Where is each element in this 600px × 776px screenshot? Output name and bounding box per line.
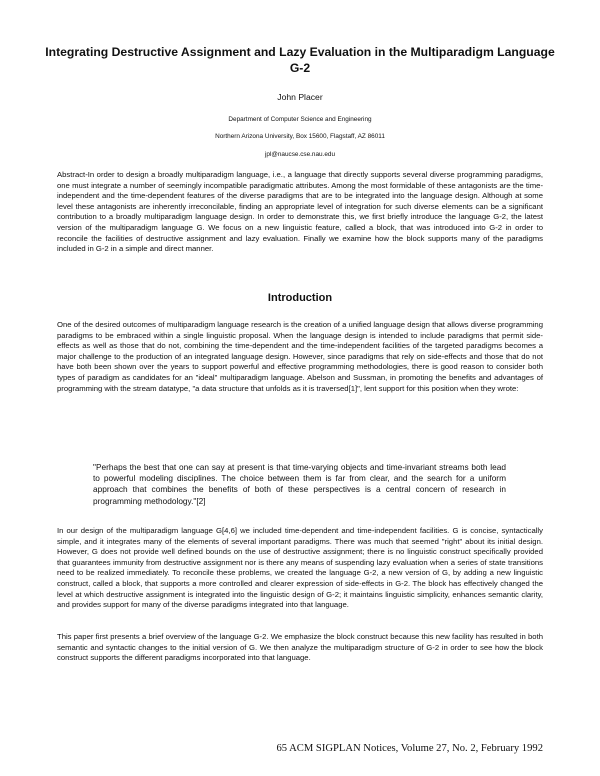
- intro-paragraph-2: In our design of the multiparadigm language G[4,6] we included time-dependent and time-independent facilities. G is concise, syntactically simple, and it integrates many of the elements of several important paradigms. There was much that seemed "right" about its initial design. However, G does not provide well defined bounds on the use of destructive assignment; there is no linguistic construct specifically provided that guarantees immunity from destructive assignment nor is there any means of suspending lazy evaluation when a series of state transitions need to be realized immediately. To reconcile these problems, we created the language G-2, a new version of G, by adding a new linguistic construct, called a block, that supports a more controlled and clearer expression of side-effects in G-2. The block has effectively changed the level at which destructive assignment is integrated into the linguistic design of G-2; it maintains linguistic simplicity, enhances semantic clarity, and provides support for many of the diverse paradigms integrated into that language.: [57, 526, 543, 610]
- abstract: Abstract-In order to design a broadly multiparadigm language, i.e., a language that directly supports several diverse programming paradigms, one must integrate a number of seemingly incompatible paradigmatic attributes. Among the most formidable of these antagonists are the time-independent and the time-dependent features of the diverse paradigms that are to be integrated into the language design. Although at some level these antagonists are inherently irreconcilable, finding an appropriate level of integration for such diverse elements can be a significant contribution to a broadly multiparadigm language design. In order to demonstrate this, we first briefly introduce the language G-2, the latest version of the multiparadigm language G. We focus on a new linguistic feature, called a block, that was introduced into G-2 in order to reconcile the facilities of destructive assignment and lazy evaluation. Finally we examine how the block supports many of the paradigms included in G-2 in a simple and direct manner.: [57, 170, 543, 254]
- block-quote: "Perhaps the best that one can say at present is that time-varying objects and time-invariant streams both lead to powerful modeling disciplines. The choice between them is far from clear, and the search for a uniform approach that combines the benefits of both of these perspectives is a central concern of research in programming methodology."[2]: [93, 462, 506, 506]
- author-email: jpl@naucse.cse.nau.edu: [264, 151, 336, 158]
- page-footer: 65 ACM SIGPLAN Notices, Volume 27, No. 2, February 1992: [276, 743, 543, 754]
- section-heading-introduction: Introduction: [267, 292, 333, 304]
- department: Department of Computer Science and Engineering: [228, 116, 372, 123]
- intro-paragraph-1: One of the desired outcomes of multiparadigm language research is the creation of a unified language design that allows diverse programming paradigms to be embraced within a single linguistic proposal. When the language design is intended to include paradigms that permit side-effects as well as those that do not, combining the time-dependent and the time-independent facilities of the targeted paradigms becomes a major challenge to the production of an integrated language design. However, since paradigms that rely on side-effects and those that do not have both been shown over the years to support powerful and effective programming methodologies, there is good reason to consider both types of paradigm as candidates for an "ideal" multiparadigm language. Abelson and Sussman, in promoting the benefits and advantages of programming with the stream datatype, "a data structure that unfolds as it is traversed[1]", lent support for this position when they wrote:: [57, 320, 543, 393]
- university-address: Northern Arizona University, Box 15600, Flagstaff, AZ 86011: [215, 133, 385, 140]
- intro-paragraph-3: This paper first presents a brief overview of the language G-2. We emphasize the block construct because this new facility has resulted in both semantic and syntactic changes to the initial version of G. We then analyze the multiparadigm structure of G-2 in order to see how the block construct supports the different paradigms incorporated into that language.: [57, 632, 543, 663]
- paper-title: Integrating Destructive Assignment and Lazy Evaluation in the Multiparadigm Language G-2: [45, 45, 555, 75]
- author-name: John Placer: [277, 92, 323, 102]
